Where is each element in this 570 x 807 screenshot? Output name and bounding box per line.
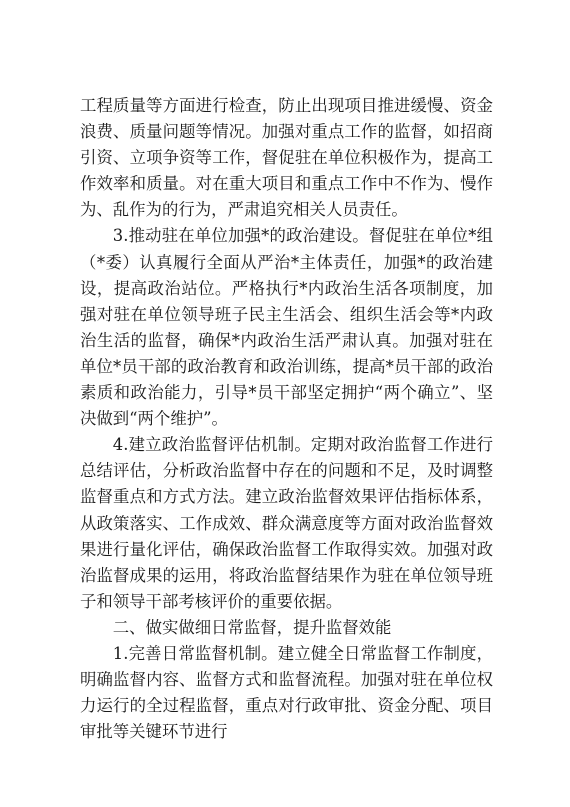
paragraph-3: 4.建立政治监督评估机制。定期对政治监督工作进行总结评估，分析政治监督中存在的问题和不足，及时调整监督重点和方式方法。建立政治监督效果评估指标体系，从政策落实、工作成效、群众满意度等方面对政治监督效果进行量化评估，确保政治监督工作取得实效。加强对政治监督成果的运用，将政治监督结果作为驻在单位领导班子和领导干部考核评价的重要依据。 xyxy=(80,435,493,611)
document-body xyxy=(80,93,493,745)
section-heading: 二、做实做细日常监督，提升监督效能 xyxy=(112,617,392,637)
paragraph-4: 1.完善日常监督机制。建立健全日常监督工作制度，明确监督内容、监督方式和监督流程。加强对驻在单位权力运行的全过程监督，重点对行政审批、资金分配、项目审批等关键环节进行 xyxy=(80,643,493,742)
paragraph-2: 3.推动驻在单位加强*的政治建设。督促驻在单位*组（*委）认真履行全面从严治*主体责任，加强*的政治建设，提高政治站位。严格执行*内政治生活各项制度，加强对驻在单位领导班子民主生活会、组织生活会等*内政治生活的监督，确保*内政治生活严肃认真。加强对驻在单位*员干部的政治教育和政治训练，提高*员干部的政治素质和政治能力，引导*员干部坚定拥护“两个确立”、坚决做到“两个维护”。 xyxy=(80,226,493,429)
paragraph-1: 工程质量等方面进行检查，防止出现项目推进缓慢、资金浪费、质量问题等情况。加强对重点工作的监督，如招商引资、立项争资等工作，督促驻在单位积极作为，提高工作效率和质量。对在重大项目和重点工作中不作为、慢作为、乱作为的行为，严肃追究相关人员责任。 xyxy=(80,96,493,220)
